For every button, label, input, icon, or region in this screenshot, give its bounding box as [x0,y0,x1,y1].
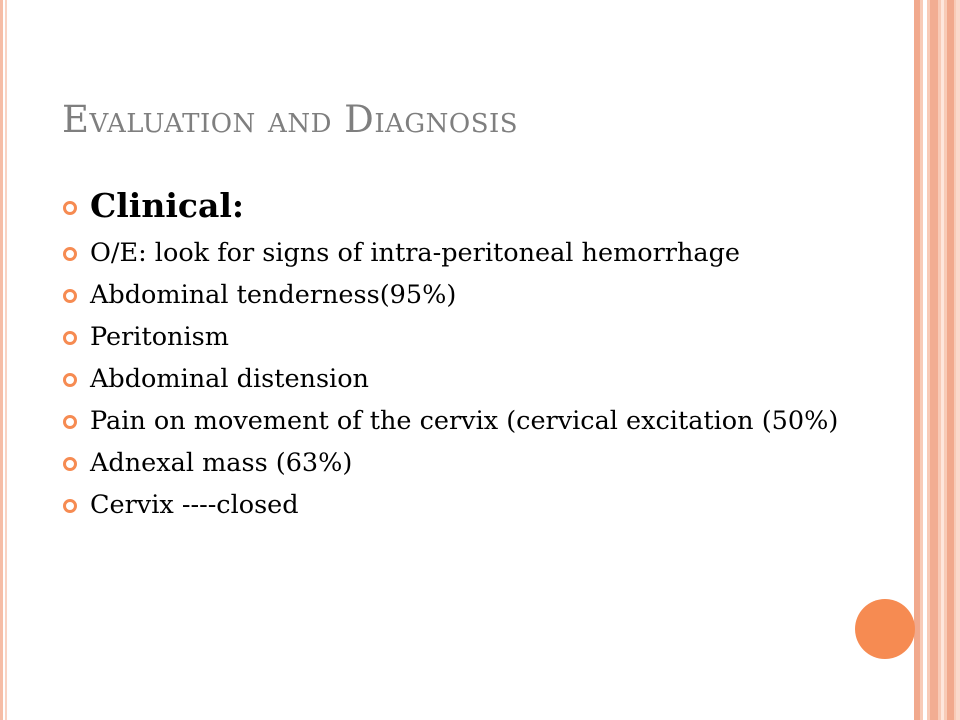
orange-ring-bullet-icon [62,498,78,514]
stripe [941,0,944,720]
bullet-item [62,237,852,270]
bullet-item [62,489,852,522]
bullet-item [62,184,852,228]
bullet-text: Clinical: [90,186,245,225]
bullet-item [62,363,852,396]
bullet-text: Abdominal distension [90,364,369,394]
bullet-text: Peritonism [90,322,229,352]
orange-ring-bullet-icon [62,288,78,304]
bullet-item [62,279,852,312]
stripe [956,0,960,720]
stripe [930,0,938,720]
bullet-item [62,321,852,354]
bullet-text: O/E: look for signs of intra-peritoneal hemorrhage [90,238,741,268]
right-decorative-stripes [914,0,960,720]
stripe [947,0,954,720]
bullet-text: Abdominal tenderness(95%) [90,280,457,310]
bullet-item [62,447,852,480]
orange-ring-bullet-icon [62,246,78,262]
orange-ring-bullet-icon [62,372,78,388]
stripe [923,0,927,720]
slide-title: Evaluation and Diagnosis [62,98,519,141]
decorative-orange-circle [855,599,915,659]
bullet-item [62,405,852,438]
orange-ring-bullet-icon [62,200,78,216]
bullet-text: Adnexal mass (63%) [90,448,353,478]
orange-ring-bullet-icon [62,414,78,430]
left-edge-stripe [0,0,3,720]
orange-ring-bullet-icon [62,330,78,346]
bullet-text: Cervix ----closed [90,490,299,520]
stripe [914,0,920,720]
bullet-text: Pain on movement of the cervix (cervical excitation (50%) [90,406,839,436]
left-edge-stripe-inner [5,0,7,720]
bullet-list [62,184,852,531]
orange-ring-bullet-icon [62,456,78,472]
